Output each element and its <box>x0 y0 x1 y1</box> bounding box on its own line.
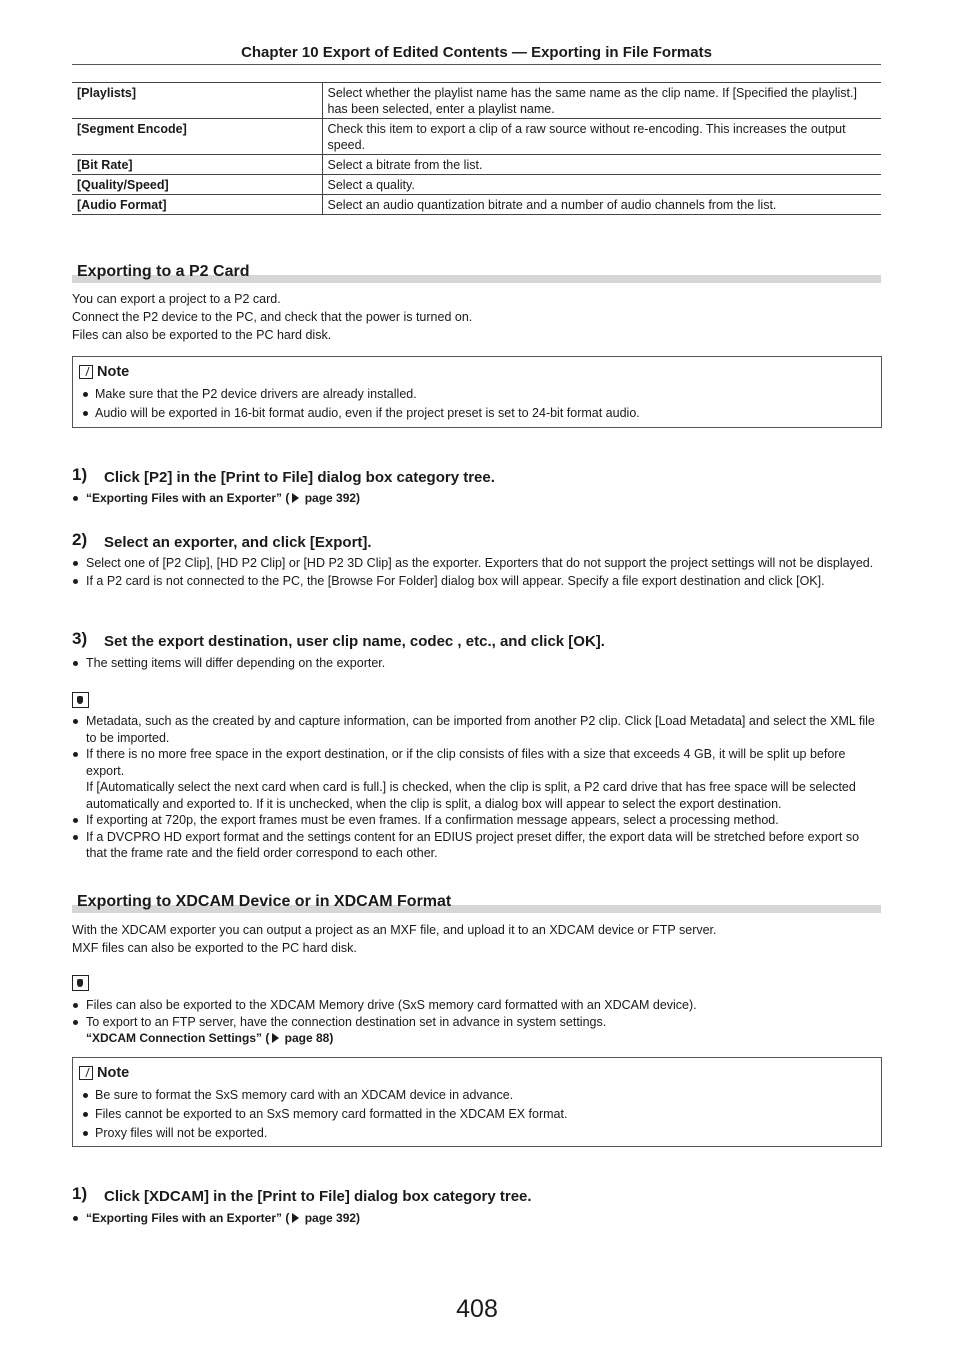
list-item: If a P2 card is not connected to the PC, the [Browse For Folder] dialog box will appear. Specify a file export destination and click [OK]. <box>72 573 882 590</box>
cross-reference-link[interactable]: “XDCAM Connection Settings” ( page 88) <box>86 1031 334 1045</box>
step-title: Click [P2] in the [Print to File] dialog box category tree. <box>104 469 495 486</box>
step-1-bullets <box>72 490 882 507</box>
intro-line: With the XDCAM exporter you can output a project as an MXF file, and upload it to an XDCAM device or FTP server. <box>72 923 717 937</box>
step-number: 1) <box>72 465 88 484</box>
step-number: 2) <box>72 530 88 549</box>
p2-intro <box>72 290 882 344</box>
list-item: If [Automatically select the next card when card is full.] is checked, when the clip is split, a P2 card drive that has free space will be selected automatically and exported to. If it is unchecked, when the clip is split, a dialog box will appear to select the export destination. <box>86 780 856 811</box>
note-icon <box>79 1066 93 1080</box>
list-item: Metadata, such as the created by and capture information, can be imported from another P2 clip. Click [Load Metadata] and select the XML file to be imported. <box>72 713 882 746</box>
step-title: Click [XDCAM] in the [Print to File] dialog box category tree. <box>104 1188 532 1205</box>
note-heading <box>79 363 871 381</box>
hint-icon <box>72 975 89 991</box>
step-number: 1) <box>72 1184 88 1203</box>
note-item: Files cannot be exported to an SxS memory card formatted in the XDCAM EX format. <box>79 1105 871 1124</box>
step-title: Select an exporter, and click [Export]. <box>104 534 372 551</box>
arrow-right-icon <box>292 1213 299 1223</box>
hint-icon <box>72 692 89 708</box>
cross-reference-link[interactable]: “Exporting Files with an Exporter” ( page 392) <box>72 1210 882 1227</box>
section-title-xdcam <box>72 893 881 913</box>
table-row <box>72 175 881 195</box>
list-item: The setting items will differ depending on the exporter. <box>72 655 882 672</box>
note-box <box>72 356 882 428</box>
list-item: Files can also be exported to the XDCAM Memory drive (SxS memory card formatted with an XDCAM device). <box>72 997 882 1014</box>
xdcam-hints <box>72 997 882 1047</box>
step-number: 3) <box>72 629 88 648</box>
list-item: To export to an FTP server, have the connection destination set in advance in system settings. <box>72 1014 882 1031</box>
table-row <box>72 155 881 175</box>
note-item: Proxy files will not be exported. <box>79 1124 871 1143</box>
parameter-table <box>72 82 881 215</box>
table-row <box>72 119 881 155</box>
list-item: Select one of [P2 Clip], [HD P2 Clip] or [HD P2 3D Clip] as the exporter. Exporters that do not support the project settings will not be displayed. <box>72 555 882 572</box>
list-item: If exporting at 720p, the export frames must be even frames. If a confirmation message appears, select a processing method. <box>72 812 882 829</box>
list-item: If a DVCPRO HD export format and the settings content for an EDIUS project preset differ, the export data will be stretched before export so that the frame rate and the field order correspond to each other. <box>72 829 882 862</box>
cross-reference-link[interactable]: “Exporting Files with an Exporter” ( page 392) <box>72 490 882 507</box>
section-heading: Exporting to a P2 Card <box>77 263 250 280</box>
xdcam-intro <box>72 921 882 957</box>
intro-line: You can export a project to a P2 card. <box>72 292 281 306</box>
xdcam-step-1-bullets <box>72 1210 882 1227</box>
table-value: Select a quality. <box>322 175 881 195</box>
note-label: Note <box>97 1065 130 1081</box>
page-number: 408 <box>456 1295 498 1323</box>
step-title: Set the export destination, user clip name, codec , etc., and click [OK]. <box>104 633 605 650</box>
note-icon <box>79 365 93 379</box>
chapter-header: Chapter 10 Export of Edited Contents — Exporting in File Formats <box>72 44 881 65</box>
list-item: If there is no more free space in the export destination, or if the clip consists of files with a size that exceeds 4 GB, it will be split up before export. <box>72 746 882 779</box>
note-item: Audio will be exported in 16-bit format audio, even if the project preset is set to 24-bit format audio. <box>79 404 871 423</box>
intro-line: Connect the P2 device to the PC, and check that the power is turned on. <box>72 310 473 324</box>
table-key: [Segment Encode] <box>72 119 322 155</box>
intro-line: MXF files can also be exported to the PC hard disk. <box>72 941 357 955</box>
p2-hints <box>72 713 882 862</box>
section-title-p2 <box>72 263 881 283</box>
table-row <box>72 83 881 119</box>
note-box <box>72 1057 882 1147</box>
table-value: Select whether the playlist name has the same name as the clip name. If [Specified the playlist.] has been selected, enter a playlist name. <box>322 83 881 119</box>
intro-line: Files can also be exported to the PC hard disk. <box>72 328 332 342</box>
arrow-right-icon <box>292 493 299 503</box>
table-value: Select an audio quantization bitrate and a number of audio channels from the list. <box>322 195 881 215</box>
table-key: [Bit Rate] <box>72 155 322 175</box>
table-value: Check this item to export a clip of a raw source without re-encoding. This increases the output speed. <box>322 119 881 155</box>
step-3-bullets <box>72 655 882 672</box>
table-key: [Quality/Speed] <box>72 175 322 195</box>
step-2-bullets <box>72 555 882 589</box>
table-key: [Audio Format] <box>72 195 322 215</box>
note-label: Note <box>97 364 130 380</box>
table-key: [Playlists] <box>72 83 322 119</box>
note-item: Make sure that the P2 device drivers are already installed. <box>79 385 871 404</box>
note-item: Be sure to format the SxS memory card with an XDCAM device in advance. <box>79 1086 871 1105</box>
section-heading: Exporting to XDCAM Device or in XDCAM Format <box>77 893 452 910</box>
table-value: Select a bitrate from the list. <box>322 155 881 175</box>
table-row <box>72 195 881 215</box>
arrow-right-icon <box>272 1033 279 1043</box>
note-heading <box>79 1064 871 1082</box>
